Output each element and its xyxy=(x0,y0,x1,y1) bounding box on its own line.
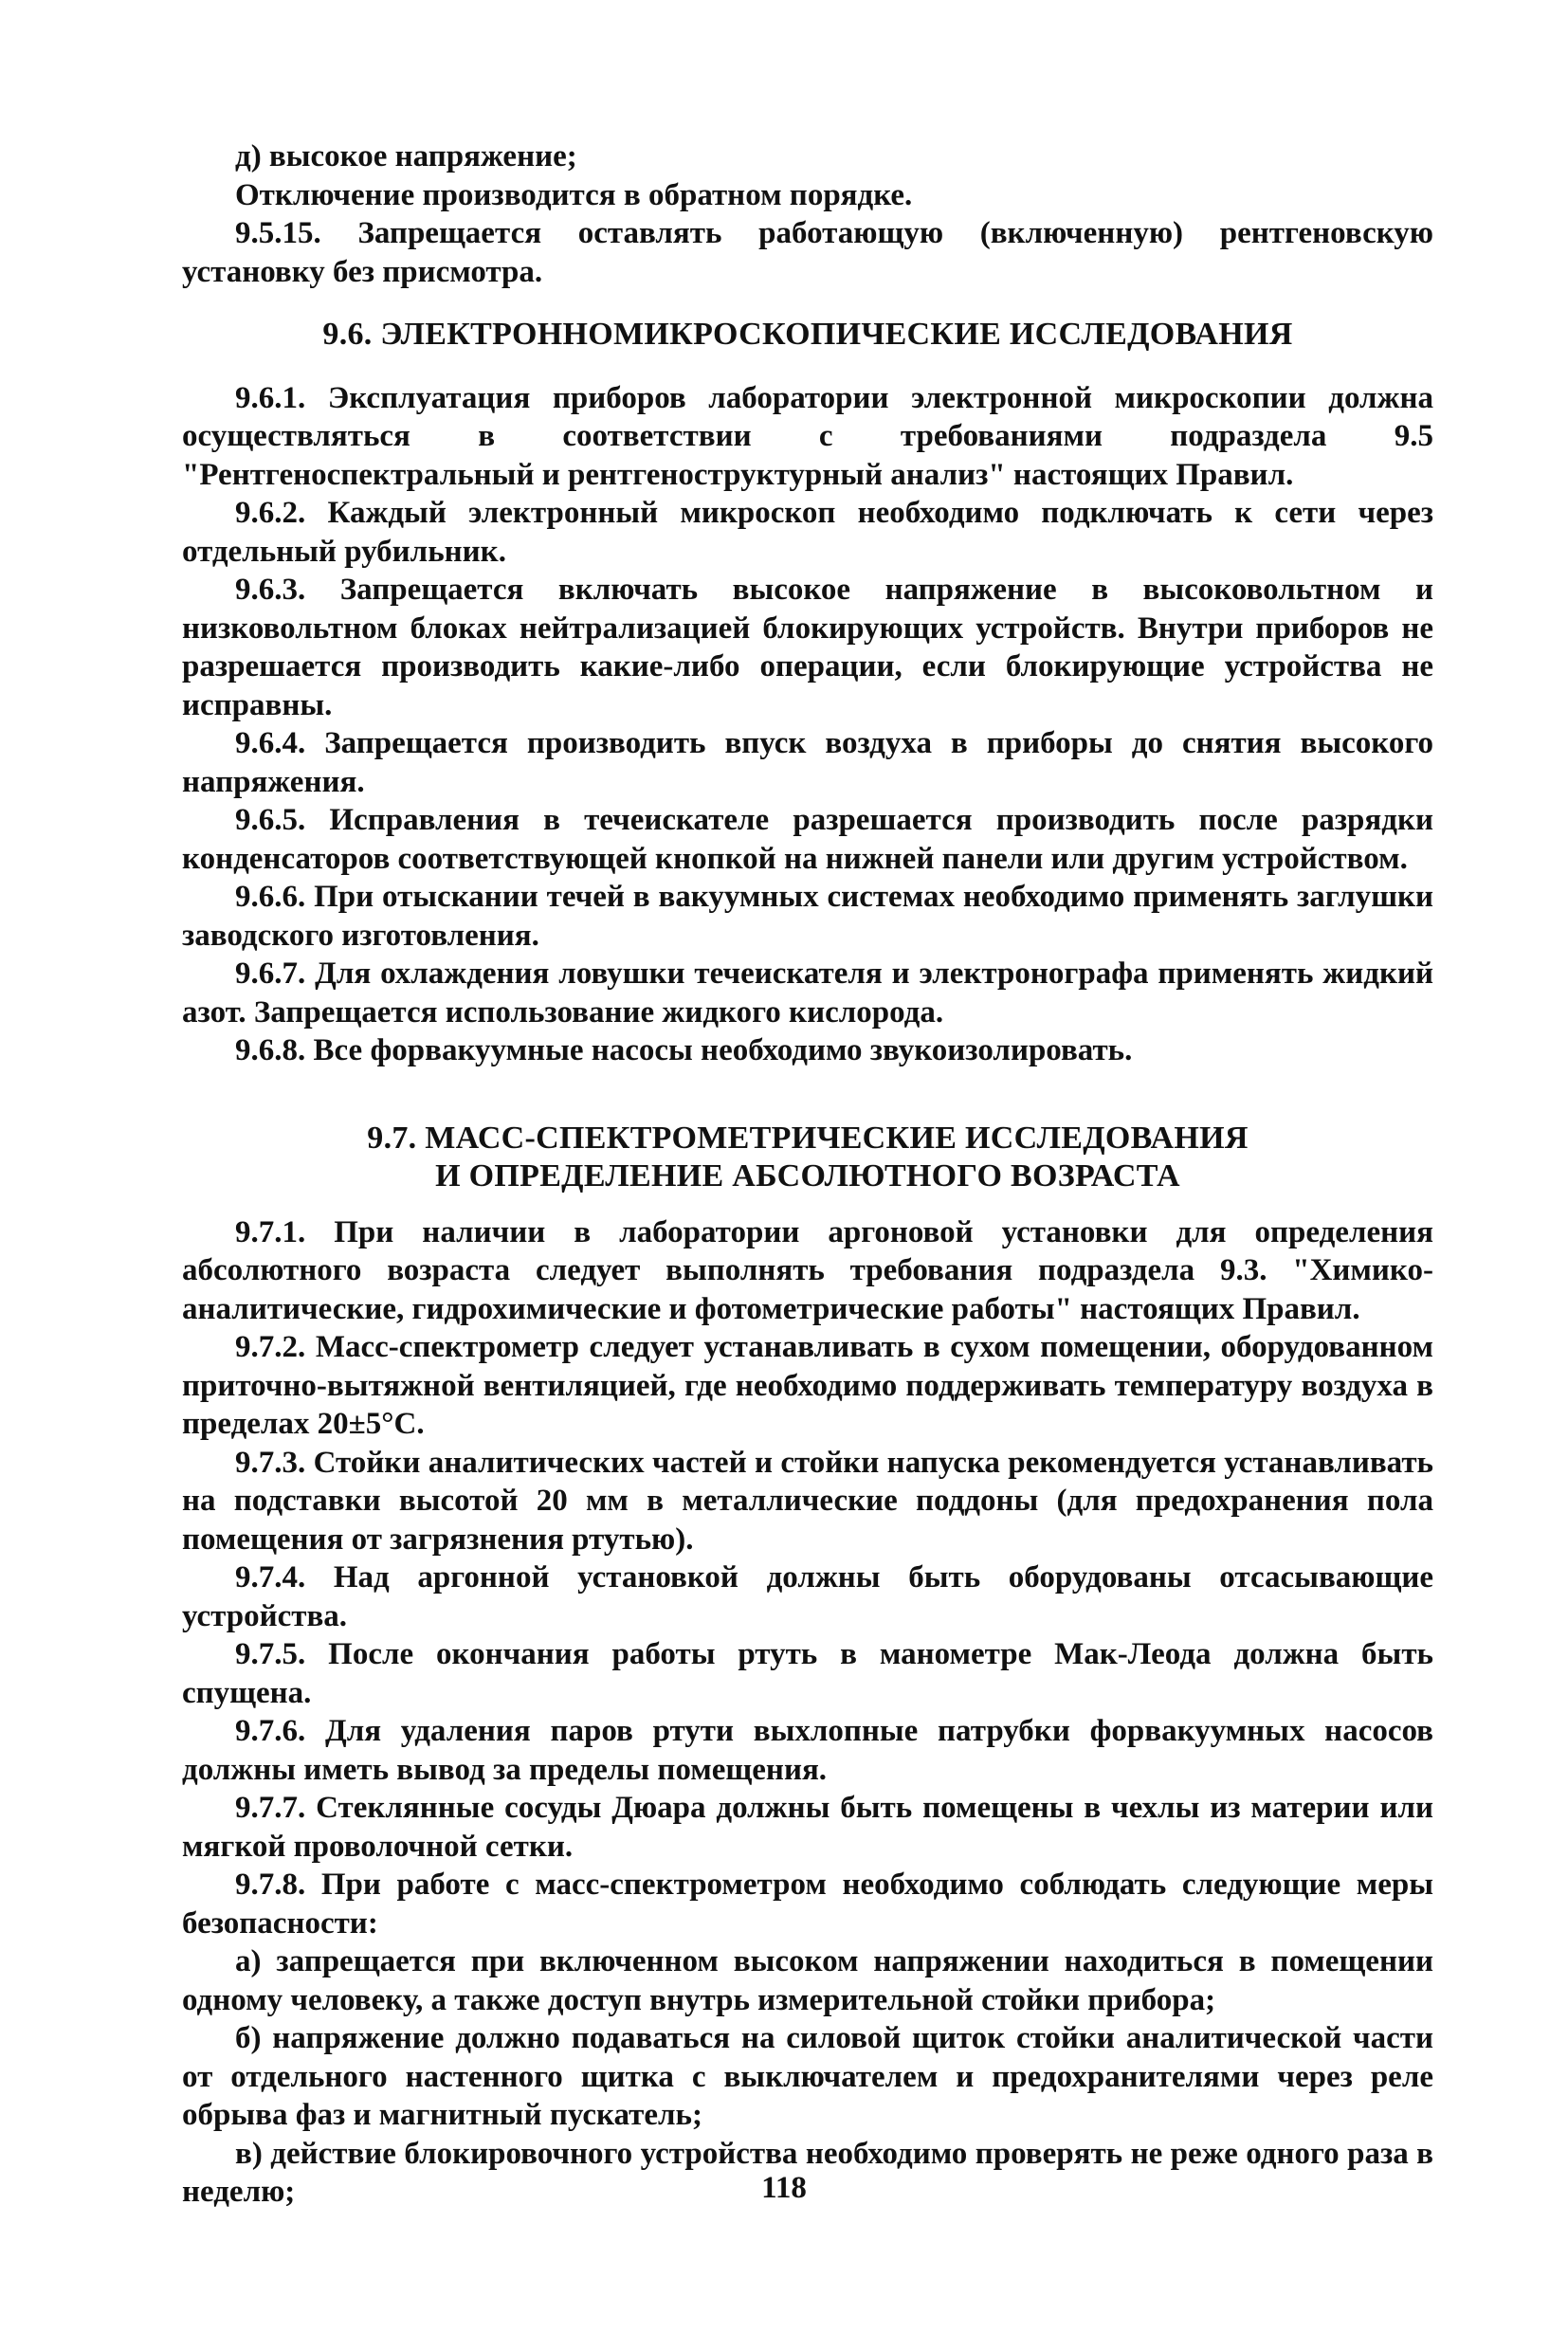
list-item: д) высокое напряжение; xyxy=(235,139,577,173)
paragraph: 9.6.3. Запрещается включать высокое напряжение в высоковольтном и низковольтном блоках нейтрализацией блокирующих устройств. Внутри приборов не разрешается производить какие-либо операции, если блокирующие устройства не исправны. xyxy=(182,573,1433,722)
paragraph: 9.6.5. Исправления в течеискателе разрешается производить после разрядки конденсаторов соответствующей кнопкой на нижней панели или другим устройством. xyxy=(182,803,1433,876)
paragraph: 9.7.1. При наличии в лаборатории аргоновой установки для определения абсолютного возраста следует выполнять требования подраздела 9.3. "Химико-аналитические, гидрохимические и фотометрические работы" настоящих Правил. xyxy=(182,1214,1433,1326)
page-number: 118 xyxy=(761,2171,807,2205)
paragraph: 9.6.6. При отыскании течей в вакуумных системах необходимо применять заглушки заводского изготовления. xyxy=(182,880,1433,953)
paragraph: 9.6.4. Запрещается производить впуск воздуха в приборы до снятия высокого напряжения. xyxy=(182,726,1433,799)
paragraph: 9.7.7. Стеклянные сосуды Дюара должны быть помещены в чехлы из материи или мягкой проволочной сетки. xyxy=(182,1791,1433,1864)
list-item: б) напряжение должно подаваться на силовой щиток стойки аналитической части от отдельного настенного щитка с выключателем и предохранителями через реле обрыва фаз и магнитный пускатель; xyxy=(182,2021,1433,2132)
paragraph: 9.7.4. Над аргонной установкой должны быть оборудованы отсасывающие устройства. xyxy=(182,1560,1433,1633)
paragraph: Отключение производится в обратном порядке. xyxy=(235,177,913,212)
section-heading-9-7 xyxy=(182,1120,1433,1196)
section-heading-line-2: И ОПРЕДЕЛЕНИЕ АБСОЛЮТНОГО ВОЗРАСТА xyxy=(435,1158,1180,1194)
paragraph: 9.6.8. Все форвакуумные насосы необходимо звукоизолировать. xyxy=(235,1033,1133,1067)
paragraph: 9.7.5. После окончания работы ртуть в манометре Мак-Леода должна быть спущена. xyxy=(182,1637,1433,1710)
paragraph: 9.6.1. Эксплуатация приборов лаборатории электронной микроскопии должна осуществляться в соответствии с требованиями подраздела 9.5 "Рентгеноспектральный и рентгеноструктурный анализ" настоящих Правил. xyxy=(182,380,1433,492)
paragraph: 9.7.8. При работе с масс-спектрометром необходимо соблюдать следующие меры безопасности: xyxy=(182,1868,1433,1941)
paragraph: 9.7.3. Стойки аналитических частей и стойки напуска рекомендуется устанавливать на подставки высотой 20 мм в металлические поддоны (для предохранения пола помещения от загрязнения ртутью). xyxy=(182,1445,1433,1557)
paragraph: 9.7.2. Масс-спектрометр следует устанавливать в сухом помещении, оборудованном приточно-вытяжной вентиляцией, где необходимо поддерживать температуру воздуха в пределах 20±5°С. xyxy=(182,1330,1433,1441)
paragraph: 9.7.6. Для удаления паров ртути выхлопные патрубки форвакуумных насосов должны иметь вывод за пределы помещения. xyxy=(182,1714,1433,1787)
paragraph: 9.6.7. Для охлаждения ловушки течеискателя и электронографа применять жидкий азот. Запрещается использование жидкого кислорода. xyxy=(182,957,1433,1030)
document-page xyxy=(182,137,1433,2212)
paragraph: 9.6.2. Каждый электронный микроскоп необходимо подключать к сети через отдельный рубильник. xyxy=(182,496,1433,569)
list-item: а) запрещается при включенном высоком напряжении находиться в помещении одному человеку, а также доступ внутрь измерительной стойки прибора; xyxy=(182,1944,1433,2017)
paragraph: 9.5.15. Запрещается оставлять работающую (включенную) рентгеновскую установку без присмотра. xyxy=(182,216,1433,289)
list-item: в) действие блокировочного устройства необходимо проверять не реже одного раза в неделю; xyxy=(182,2136,1433,2209)
section-heading-line-1: 9.7. МАСС-СПЕКТРОМЕТРИЧЕСКИЕ ИССЛЕДОВАНИЯ xyxy=(367,1120,1249,1156)
section-heading-9-6: 9.6. ЭЛЕКТРОННОМИКРОСКОПИЧЕСКИЕ ИССЛЕДОВАНИЯ xyxy=(322,317,1293,352)
